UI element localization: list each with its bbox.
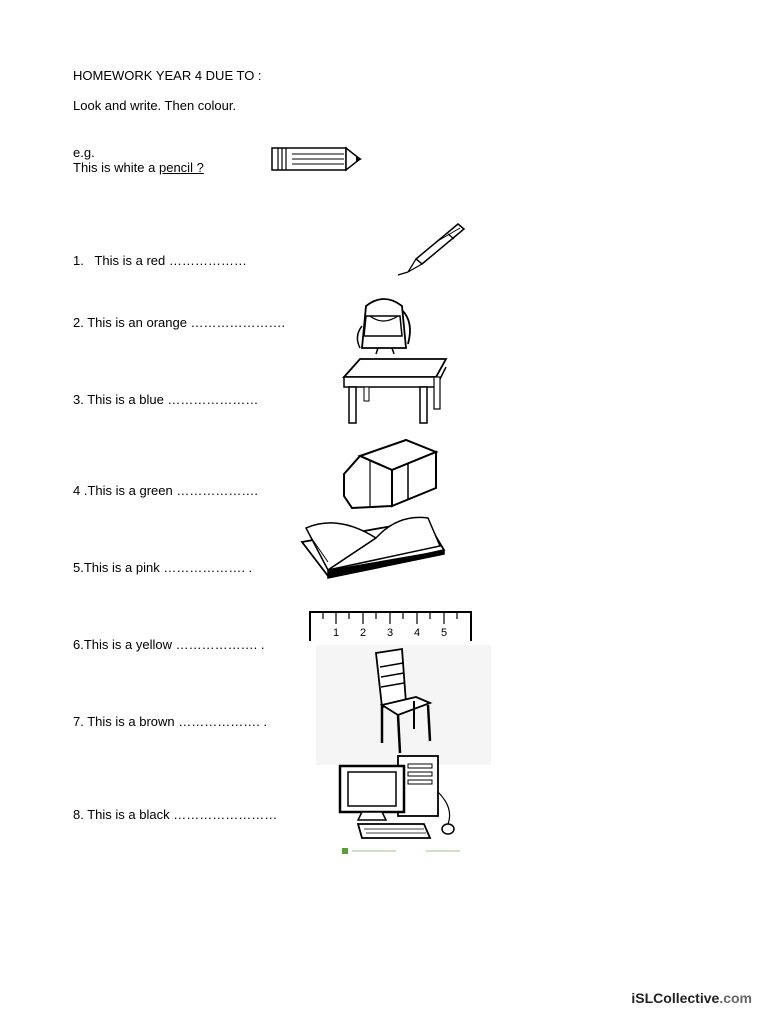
item-5-text: 5.This is a pink ………………. . xyxy=(73,560,253,575)
example-label: e.g. xyxy=(73,145,95,160)
item-8-text: 8. This is a black …………………… xyxy=(73,807,278,822)
ruler-number-5: 5 xyxy=(440,627,448,639)
pencil-icon xyxy=(270,145,366,173)
watermark-brand: iSLCollective xyxy=(631,990,720,1006)
watermark-suffix: .com xyxy=(719,990,752,1006)
computer-icon xyxy=(336,752,466,857)
ruler-number-1: 1 xyxy=(332,627,340,639)
ruler-number-4: 4 xyxy=(413,627,421,639)
eraser-icon xyxy=(340,436,440,511)
watermark xyxy=(631,990,752,1006)
instruction-text: Look and write. Then colour. xyxy=(73,98,237,113)
ruler-number-3: 3 xyxy=(386,627,394,639)
chair-icon xyxy=(316,645,491,765)
example-prefix: This is white a xyxy=(73,160,159,175)
item-7-text: 7. This is a brown ………………. . xyxy=(73,714,268,729)
example-sentence xyxy=(73,160,204,176)
item-1-text: 1. This is a red ……………… xyxy=(73,253,247,268)
ruler-number-2: 2 xyxy=(359,627,367,639)
pen-icon xyxy=(396,220,468,276)
page-title: HOMEWORK YEAR 4 DUE TO : xyxy=(73,68,262,83)
item-4-text: 4 .This is a green ………………. xyxy=(73,483,258,498)
item-3-text: 3. This is a blue ………………… xyxy=(73,392,259,407)
book-icon xyxy=(298,510,448,585)
desk-icon xyxy=(340,355,450,430)
ruler-icon xyxy=(306,610,476,644)
backpack-icon xyxy=(352,296,416,356)
item-6-text: 6.This is a yellow ………………. . xyxy=(73,637,265,652)
example-answer: pencil ? xyxy=(158,160,204,175)
item-2-text: 2. This is an orange …………………. xyxy=(73,315,286,330)
